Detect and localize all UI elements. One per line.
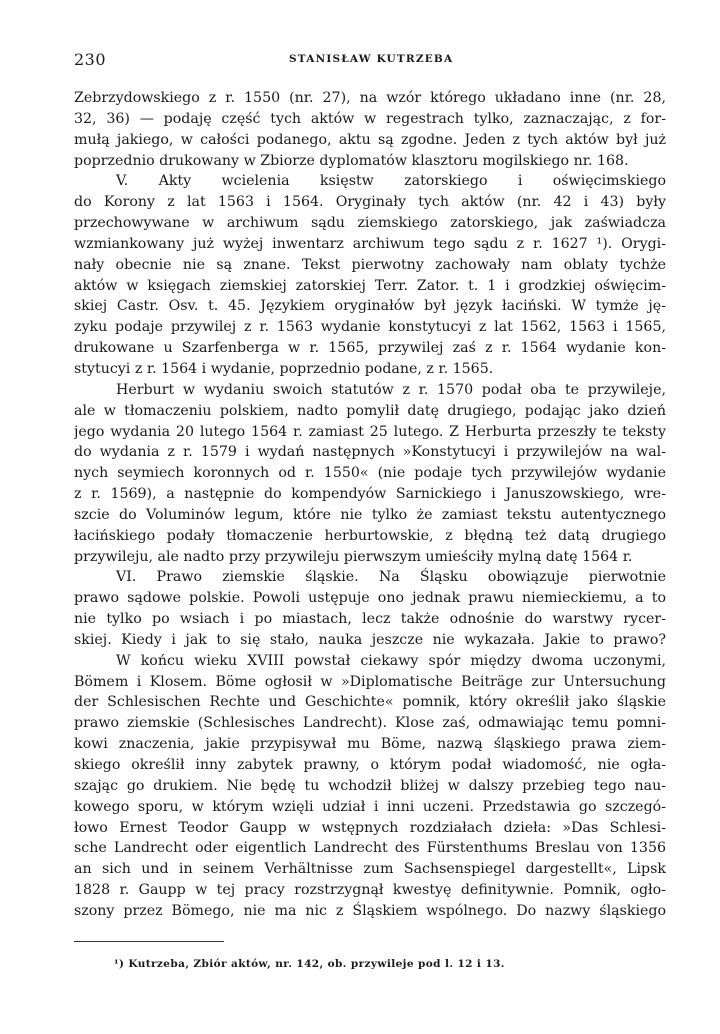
text-line: 32, 36) — podaję część tych aktów w regestrach tylko, zaznaczając, z for-	[74, 110, 666, 127]
page-header	[74, 50, 666, 70]
text-line: do Korony z lat 1563 i 1564. Oryginały tych aktów (nr. 42 i 43) były	[74, 194, 666, 211]
text-line: przechowywane w archiwum sądu ziemskiego zatorskiego, jak zaświadcza	[74, 215, 666, 232]
section-heading-v: V. Akty wcielenia księstw zatorskiego i oświęcimskiego	[116, 173, 666, 190]
footnote-divider	[74, 941, 224, 942]
text-line: szcie do Voluminów legum, które nie tylko że zamiast tekstu autentycznego	[74, 506, 666, 523]
text-line: nych seymiech koronnych od r. 1550« (nie podaje tych przywilejów wydanie	[74, 465, 666, 482]
text-line: z r. 1569), a następnie do kompendyów Sarnickiego i Januszowskiego, wre-	[74, 486, 666, 503]
text-line: Zebrzydowskiego z r. 1550 (nr. 27), na wzór którego układano inne (nr. 28,	[74, 90, 666, 106]
text-line: Herburt w wydaniu swoich statutów z r. 1570 podał oba te przywileje,	[116, 381, 666, 398]
text-line: ale w tłomaczeniu polskiem, nadto pomylił datę drugiego, podając jako dzień	[74, 402, 666, 419]
body-text	[74, 88, 666, 922]
text-line: szając go drukiem. Nie będę tu wchodził bliżej w dalszy przebieg tego nau-	[74, 777, 666, 794]
text-line: nały obecnie nie są znane. Tekst pierwotny zachowały nam oblaty tychże	[74, 256, 666, 273]
text-line: łowo Ernest Teodor Gaupp w wstępnych rozdziałach dzieła: »Das Schlesi-	[74, 819, 666, 836]
text-line: kowego sporu, w którym wzięli udział i inni uczeni. Przedstawia go szczegó-	[74, 798, 666, 815]
text-line: prawo sądowe polskie. Powoli ustępuje ono jednak prawu niemieckiemu, a to	[74, 590, 666, 607]
footnote: ¹) Kutrzeba, Zbiór aktów, nr. 142, ob. przywileje pod l. 12 i 13.	[114, 958, 505, 970]
text-line: prawo ziemskie (Schlesisches Landrecht). Klose zaś, odmawiając temu pomni-	[74, 715, 666, 732]
text-line: do wydania z r. 1579 i wydań następnych »Konstytucyi i przywilejów na wal-	[74, 444, 666, 461]
text-line: an sich und in seinem Verhältnisse zum Sachsenspiegel dargestellt«, Lipsk	[74, 861, 666, 878]
text-line: przywileju, ale nadto przy przywileju pierwszym umieściły mylną datę 1564 r.	[74, 548, 633, 565]
text-line: mułą jakiego, w całości podanego, aktu są zgodne. Jeden z tych aktów był już	[74, 131, 666, 148]
text-line: szony przez Bömego, nie ma nic z Śląskiem wspólnego. Do nazwy śląskiego	[74, 902, 666, 919]
text-line: skiej. Kiedy i jak to się stało, nauka jeszcze nie wykazała. Jakie to prawo?	[74, 631, 666, 648]
text-line: łacińskiego podały tłomaczenie herburtowskie, z błędną też datą drugiego	[74, 527, 666, 544]
text-line: drukowane u Szarfenberga w r. 1565, przywilej zaś z r. 1564 wydanie kon-	[74, 340, 666, 357]
text-line: kowi znaczenia, jakie przypisywał mu Böme, nazwą śląskiego prawa ziem-	[74, 736, 666, 753]
running-head: STANISŁAW KUTRZEBA	[289, 53, 454, 65]
text-line: 1828 r. Gaupp w tej pracy rozstrzygnął kwestyę definitywnie. Pomnik, ogło-	[74, 882, 666, 899]
text-line: nie tylko po wsiach i po miastach, lecz także odnośnie do warstwy rycer-	[74, 611, 666, 628]
text-line: wzmiankowany już wyżej inwentarz archiwum tego sądu z r. 1627 ¹). Orygi-	[74, 235, 666, 252]
section-heading-vi: VI. Prawo ziemskie śląskie. Na Śląsku obowiązuje pierwotnie	[116, 569, 666, 586]
text-line: poprzednio drukowany w Zbiorze dyplomatów klasztoru mogilskiego nr. 168.	[74, 152, 629, 169]
text-line: zyku podaje przywilej z r. 1563 wydanie konstytucyi z lat 1562, 1563 i 1565,	[74, 319, 666, 336]
text-line: sche Landrecht oder eigentlich Landrecht des Fürstenthums Breslau von 1356	[74, 840, 666, 857]
page-number: 230	[74, 50, 107, 69]
text-line: skiej Castr. Osv. t. 45. Językiem oryginałów był język łaciński. W tymże ję-	[74, 298, 666, 315]
text-line: aktów w księgach ziemskiej zatorskiej Terr. Zator. t. 1 i grodzkiej oświęcim-	[74, 277, 666, 294]
text-line: stytucyi z r. 1564 i wydanie, poprzednio podane, z r. 1565.	[74, 360, 494, 377]
text-line: skiego określił inny zabytek prawny, o którym podał wiadomość, nie ogła-	[74, 757, 666, 773]
text-line: der Schlesischen Rechte und Geschichte« pomnik, który określił jako śląskie	[74, 694, 666, 711]
text-line: W końcu wieku XVIII powstał ciekawy spór między dwoma uczonymi,	[116, 652, 666, 669]
text-line: Bömem i Klosem. Böme ogłosił w »Diplomatische Beiträge zur Untersuchung	[74, 673, 666, 690]
text-line: jego wydania 20 lutego 1564 r. zamiast 25 lutego. Z Herburta przeszły te teksty	[74, 423, 666, 440]
